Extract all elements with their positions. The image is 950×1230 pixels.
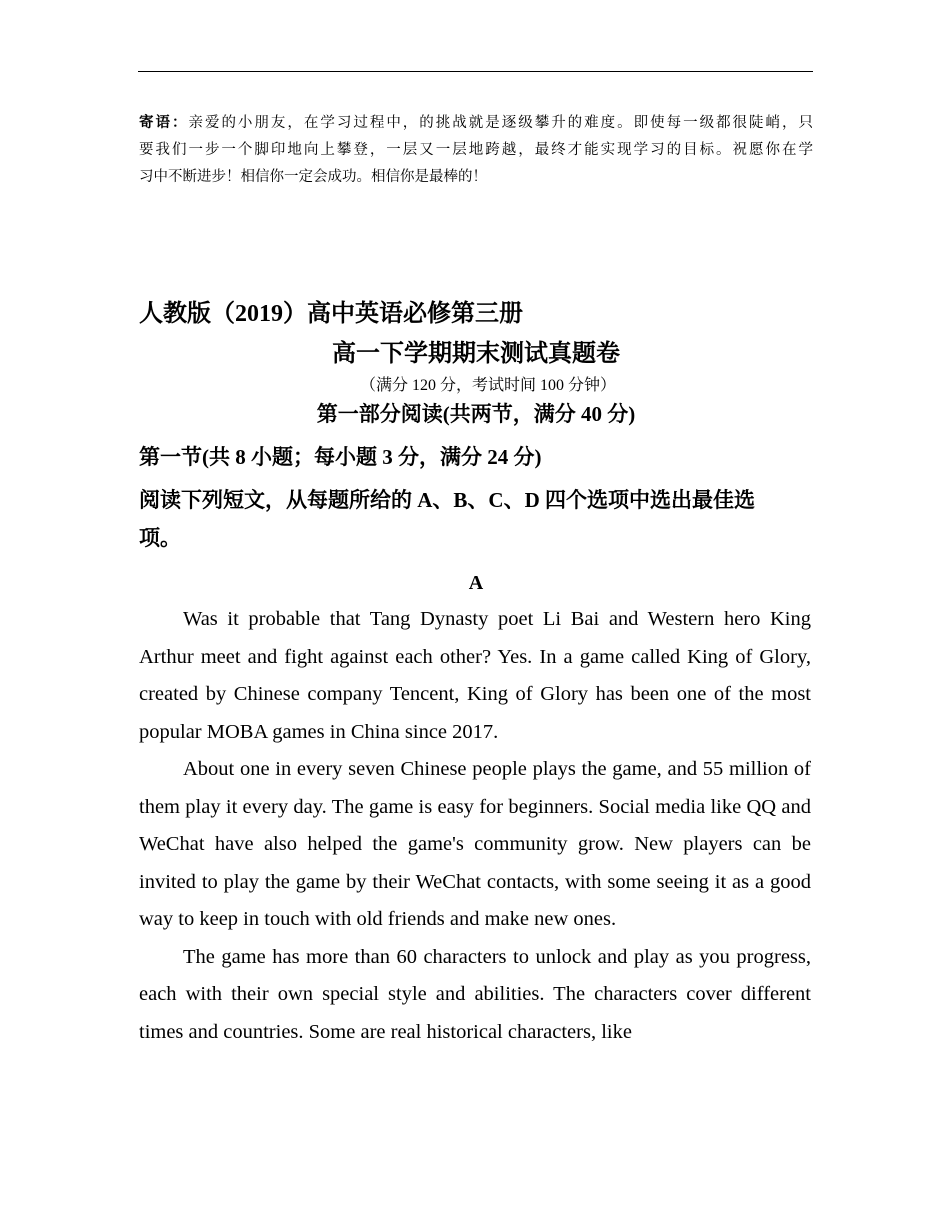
message-label: 寄语：: [139, 115, 189, 131]
message-line-1: [139, 110, 813, 137]
passage-paragraph: The game has more than 60 characters to unlock and play as you progress, each with their own special style and abilities. The characters cover different times and countries. Some are real historical characters, like: [139, 945, 811, 1043]
message-line-2: 要我们一步一个脚印地向上攀登，一层又一层地跨越，最终才能实现学习的目标。祝愿你在学: [139, 142, 813, 158]
header-rule: [138, 71, 813, 72]
encouragement-message: [139, 110, 813, 191]
part-title: 第一部分阅读(共两节，满分 40 分): [316, 402, 636, 426]
section-instructions: 阅读下列短文，从每题所给的 A、B、C、D 四个选项中选出最佳选项。: [139, 488, 756, 550]
section-title: 第一节(共 8 小题；每小题 3 分，满分 24 分): [139, 445, 542, 469]
passage-paragraph: About one in every seven Chinese people plays the game, and 55 million of them play it every day. The game is easy for beginners. Social media like QQ and WeChat have also helped the game's community grow. New players can be invited to play the game by their WeChat contacts, with some seeing it as a good way to keep in touch with old friends and make new ones.: [139, 758, 811, 930]
message-text-1: 亲爱的小朋友，在学习过程中，的挑战就是逐级攀升的难度。即使每一级都很陡峭，只: [188, 115, 814, 131]
passage-body: [139, 601, 811, 1051]
series-title: 人教版（2019）高中英语必修第三册: [139, 301, 523, 327]
passage-label: A: [468, 572, 484, 594]
exam-title: 高一下学期期末测试真题卷: [332, 341, 620, 367]
message-line-3: 习中不断进步！相信你一定会成功。相信你是最棒的！: [139, 169, 487, 185]
passage-paragraph: Was it probable that Tang Dynasty poet Li Bai and Western hero King Arthur meet and fight against each other? Yes. In a game called King of Glory, created by Chinese company Tencent, King of Glory has been one of the most popular MOBA games in China since 2017.: [139, 608, 811, 743]
exam-note: （满分 120 分，考试时间 100 分钟）: [359, 377, 616, 394]
